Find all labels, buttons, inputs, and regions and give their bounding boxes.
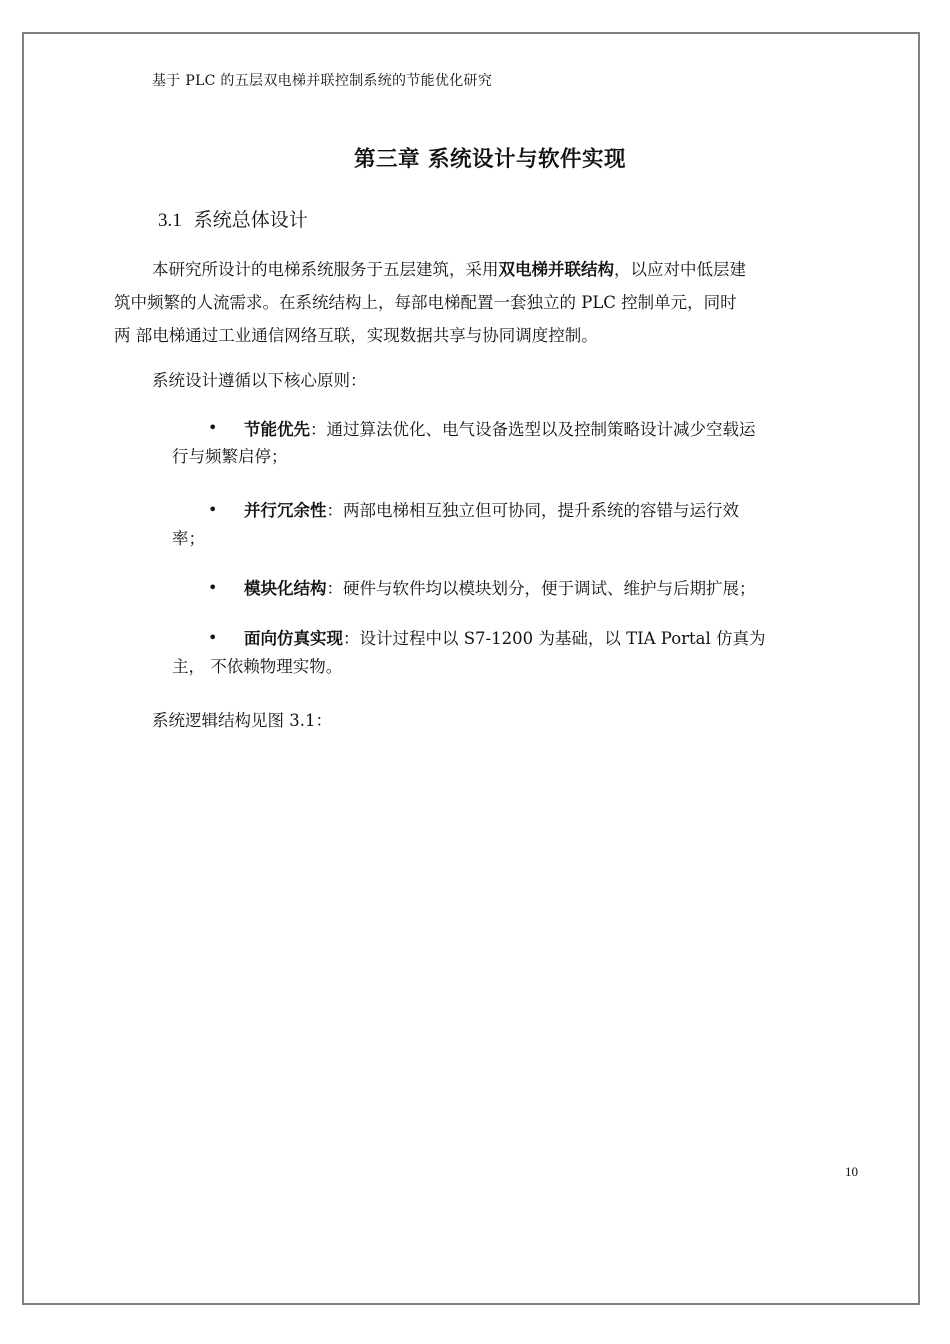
principle-title: 并行冗余性 [244,501,327,520]
principle-item: 面向仿真实现：设计过程中以 S7-1200 为基础，以 TIA Portal 仿真为 [244,629,766,648]
principle-title: 模块化结构 [244,579,327,598]
page-border [22,32,920,1305]
figure-reference: 系统逻辑结构见图 3.1： [152,711,332,730]
principle-item: 并行冗余性：两部电梯相互独立但可协同，提升系统的容错与运行效 [244,501,739,520]
principle-item: 节能优先：通过算法优化、电气设备选型以及控制策略设计减少空载运 [244,420,756,439]
chapter-title: 第三章 系统设计与软件实现 [354,147,626,172]
principle-title: 面向仿真实现 [244,629,343,648]
bullet-marker: • [208,578,218,597]
page-number: 10 [845,1164,858,1179]
section-heading [158,205,308,232]
intro-line-1: 本研究所设计的电梯系统服务于五层建筑，采用双电梯并联结构，以应对中低层建 [152,260,746,279]
principle-continuation: 行与频繁启停； [172,447,288,466]
principle-continuation: 主， 不依赖物理实物。 [172,657,343,676]
intro-line-2: 筑中频繁的人流需求。在系统结构上，每部电梯配置一套独立的 PLC 控制单元，同时 [114,293,737,312]
section-title: 系统总体设计 [193,209,308,231]
section-number: 3.1 [158,210,182,231]
principle-item: 模块化结构：硬件与软件均以模块划分，便于调试、维护与后期扩展； [244,579,756,598]
principles-intro: 系统设计遵循以下核心原则： [152,371,367,390]
intro-line-3: 两 部电梯通过工业通信网络互联，实现数据共享与协同调度控制。 [114,326,598,345]
bullet-marker: • [208,418,218,437]
bullet-marker: • [208,628,218,647]
intro-emphasis: 双电梯并联结构 [498,260,614,279]
principle-title: 节能优先 [244,420,310,439]
principle-continuation: 率； [172,529,205,548]
running-header: 基于 PLC 的五层双电梯并联控制系统的节能优化研究 [152,73,493,89]
bullet-marker: • [208,500,218,519]
